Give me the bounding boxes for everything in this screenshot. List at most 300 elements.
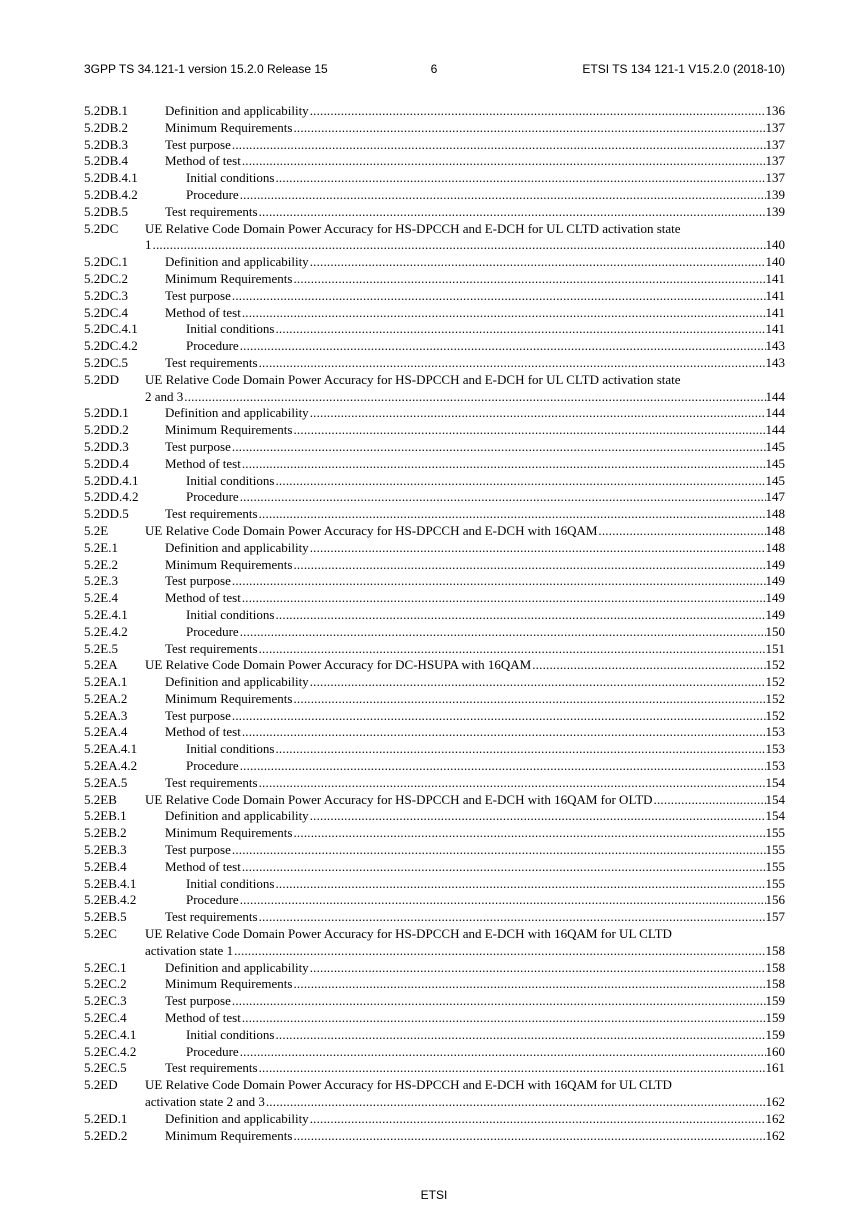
toc-entry-page: 144: [765, 405, 785, 421]
toc-entry-title: Procedure: [186, 186, 239, 202]
toc-entry-page: 145: [765, 455, 785, 471]
toc-entry-page: 153: [765, 724, 785, 740]
toc-entry[interactable]: [84, 456, 785, 473]
toc-entry-page: 151: [765, 640, 785, 656]
toc-leader-dots: [259, 909, 766, 926]
toc-entry[interactable]: [84, 993, 785, 1010]
toc-entry-title: Method of test: [165, 858, 241, 874]
toc-entry-page: 137: [765, 119, 785, 135]
toc-entry-title: Initial conditions: [186, 741, 275, 757]
toc-entry[interactable]: [84, 892, 785, 909]
toc-entry-title: Test purpose: [165, 287, 231, 303]
toc-entry-title: activation state 2 and 3: [145, 1094, 265, 1110]
toc-entry-title: Definition and applicability: [165, 1110, 309, 1126]
toc-entry-page: 155: [765, 875, 785, 891]
toc-leader-dots: [242, 305, 766, 322]
toc-leader-dots: [310, 1111, 766, 1128]
toc-entry[interactable]: [84, 1111, 785, 1128]
toc-entry-page: 144: [765, 422, 785, 438]
toc-entry[interactable]: [84, 439, 785, 456]
toc-entry-number: 5.2ED.2: [84, 1127, 128, 1143]
toc-entry-title: Definition and applicability: [165, 254, 309, 270]
toc-entry-number: 5.2EC: [84, 926, 117, 942]
toc-entry-number: 5.2DC.4.1: [84, 321, 138, 337]
toc-entry-page: 141: [765, 270, 785, 286]
toc-leader-dots: [275, 170, 765, 187]
toc-leader-dots: [232, 993, 766, 1010]
toc-leader-dots: [240, 187, 766, 204]
toc-entry-number: 5.2DB.3: [84, 136, 129, 152]
toc-entry[interactable]: [84, 926, 785, 960]
toc-leader-dots: [242, 1010, 766, 1027]
toc-entry-page: 149: [765, 606, 785, 622]
toc-leader-dots: [240, 1044, 766, 1061]
toc-leader-dots: [310, 254, 766, 271]
toc-leader-dots: [293, 557, 765, 574]
toc-entry-title: Test purpose: [165, 993, 231, 1009]
toc-leader-dots: [266, 1094, 766, 1111]
toc-entry[interactable]: [84, 137, 785, 154]
toc-entry[interactable]: [84, 573, 785, 590]
toc-leader-dots: [259, 1060, 766, 1077]
toc-leader-dots: [259, 506, 766, 523]
toc-entry-title: UE Relative Code Domain Power Accuracy for HS-DPCCH and E-DCH for UL CLTD activation state: [145, 371, 681, 387]
toc-leader-dots: [259, 355, 766, 372]
toc-entry-title: Minimum Requirements: [165, 422, 293, 438]
toc-entry-number: 5.2DC.1: [84, 254, 129, 270]
toc-entry-number: 5.2DB.5: [84, 203, 129, 219]
toc-entry-page: 155: [765, 842, 785, 858]
toc-entry-number: 5.2EA.3: [84, 707, 128, 723]
toc-entry-title: Method of test: [165, 153, 241, 169]
toc-leader-dots: [259, 204, 766, 221]
toc-entry[interactable]: [84, 372, 785, 406]
toc-entry-page: 158: [765, 942, 785, 958]
toc-entry-title: UE Relative Code Domain Power Accuracy for HS-DPCCH and E-DCH with 16QAM for OLTD: [145, 791, 653, 807]
toc-entry-number: 5.2EC.4.1: [84, 1026, 137, 1042]
toc-leader-dots: [242, 724, 766, 741]
toc-entry-number: 5.2E.2: [84, 556, 118, 572]
toc-leader-dots: [242, 859, 766, 876]
toc-entry-number: 5.2DC.3: [84, 287, 129, 303]
toc-entry-page: 152: [765, 674, 785, 690]
page-header: [0, 62, 868, 78]
toc-leader-dots: [259, 775, 766, 792]
toc-entry[interactable]: [84, 489, 785, 506]
toc-entry-page: 137: [765, 153, 785, 169]
toc-entry-page: 159: [765, 1026, 785, 1042]
toc-entry-title: Minimum Requirements: [165, 690, 293, 706]
toc-entry-number: 5.2DB.4: [84, 153, 129, 169]
toc-entry[interactable]: [84, 254, 785, 271]
toc-entry-page: 158: [765, 959, 785, 975]
toc-leader-dots: [240, 624, 766, 641]
toc-entry[interactable]: [84, 607, 785, 624]
toc-entry-page: 153: [765, 758, 785, 774]
toc-entry-page: 157: [765, 909, 785, 925]
toc-entry[interactable]: [84, 842, 785, 859]
toc-entry-page: 161: [765, 1060, 785, 1076]
toc-entry-page: 149: [765, 556, 785, 572]
toc-entry[interactable]: [84, 153, 785, 170]
toc-entry-number: 5.2EB: [84, 791, 117, 807]
toc-entry-number: 5.2DC.2: [84, 270, 129, 286]
toc-entry-number: 5.2DD.1: [84, 405, 129, 421]
toc-entry-title: UE Relative Code Domain Power Accuracy for HS-DPCCH and E-DCH with 16QAM for UL CLTD: [145, 1077, 672, 1093]
toc-entry-page: 136: [765, 103, 785, 118]
toc-leader-dots: [234, 943, 765, 960]
toc-entry-page: 149: [765, 590, 785, 606]
toc-entry-title: Minimum Requirements: [165, 270, 293, 286]
toc-entry-title: Test requirements: [165, 1060, 258, 1076]
toc-entry-page: 143: [765, 338, 785, 354]
toc-entry-title: Definition and applicability: [165, 103, 309, 118]
toc-entry-page: 145: [765, 438, 785, 454]
toc-entry[interactable]: [84, 557, 785, 574]
toc-entry-page: 139: [765, 203, 785, 219]
toc-entry[interactable]: [84, 960, 785, 977]
toc-entry-number: 5.2E.1: [84, 539, 118, 555]
toc-leader-dots: [275, 741, 765, 758]
toc-entry-number: 5.2EA.5: [84, 774, 128, 790]
toc-entry-title: Initial conditions: [186, 321, 275, 337]
toc-entry-page: 162: [765, 1094, 785, 1110]
toc-entry-page: 155: [765, 825, 785, 841]
toc-entry[interactable]: [84, 976, 785, 993]
toc-entry-page: 143: [765, 354, 785, 370]
toc-leader-dots: [310, 960, 766, 977]
toc-leader-dots: [598, 523, 765, 540]
toc-entry-number: 5.2E.4: [84, 590, 118, 606]
toc-entry[interactable]: [84, 758, 785, 775]
toc-entry-number: 5.2EA.1: [84, 674, 128, 690]
toc-entry-number: 5.2E.3: [84, 573, 118, 589]
toc-entry-page: 162: [765, 1127, 785, 1143]
toc-entry-title: Minimum Requirements: [165, 825, 293, 841]
toc-entry-number: 5.2DC: [84, 220, 119, 236]
toc-leader-dots: [310, 808, 766, 825]
toc-entry[interactable]: [84, 355, 785, 372]
toc-entry[interactable]: [84, 170, 785, 187]
toc-entry[interactable]: [84, 808, 785, 825]
toc-entry-title: Test purpose: [165, 573, 231, 589]
toc-entry-number: 5.2EC.2: [84, 976, 127, 992]
toc-entry-number: 5.2DD.3: [84, 438, 129, 454]
toc-entry-title: activation state 1: [145, 942, 234, 958]
toc-entry-title: 1: [145, 237, 152, 253]
toc-entry-title: Minimum Requirements: [165, 119, 293, 135]
toc-entry-page: 139: [765, 186, 785, 202]
toc-entry-title: UE Relative Code Domain Power Accuracy for HS-DPCCH and E-DCH with 16QAM: [145, 522, 598, 538]
toc-entry-number: 5.2EA.4.1: [84, 741, 138, 757]
toc-entry-number: 5.2E.4.1: [84, 606, 128, 622]
header-etsi-id: ETSI TS 134 121-1 V15.2.0 (2018-10): [582, 62, 785, 76]
toc-entry-page: 141: [765, 287, 785, 303]
toc-entry-number: 5.2E.5: [84, 640, 118, 656]
toc-entry-number: 5.2EB.1: [84, 808, 127, 824]
toc-entry[interactable]: [84, 204, 785, 221]
toc-entry-number: 5.2EB.5: [84, 909, 127, 925]
toc-entry-title: 2 and 3: [145, 388, 184, 404]
toc-entry-number: 5.2ED: [84, 1077, 118, 1093]
toc-entry-page: 152: [765, 707, 785, 723]
toc-entry-page: 154: [765, 774, 785, 790]
header-page-number: 6: [430, 62, 438, 76]
toc-entry[interactable]: [84, 724, 785, 741]
toc-entry-title: Method of test: [165, 590, 241, 606]
toc-entry[interactable]: [84, 1044, 785, 1061]
toc-leader-dots: [293, 825, 765, 842]
toc-entry-title: Method of test: [165, 724, 241, 740]
toc-leader-dots: [232, 842, 766, 859]
toc-leader-dots: [259, 641, 766, 658]
toc-entry-title: Definition and applicability: [165, 674, 309, 690]
toc-entry-title: Definition and applicability: [165, 405, 309, 421]
toc-entry[interactable]: [84, 1010, 785, 1027]
toc-entry-title: Initial conditions: [186, 1026, 275, 1042]
toc-entry[interactable]: [84, 221, 785, 255]
toc-entry-title: Test purpose: [165, 707, 231, 723]
toc-leader-dots: [310, 103, 766, 120]
toc-leader-dots: [293, 271, 765, 288]
toc-entry-title: Minimum Requirements: [165, 976, 293, 992]
toc-entry-number: 5.2DD.5: [84, 506, 129, 522]
toc-entry[interactable]: [84, 792, 785, 809]
toc-leader-dots: [532, 657, 765, 674]
toc-entry-title: Test requirements: [165, 640, 258, 656]
toc-entry-number: 5.2EB.2: [84, 825, 127, 841]
toc-entry-title: Definition and applicability: [165, 539, 309, 555]
toc-entry-page: 155: [765, 858, 785, 874]
toc-leader-dots: [310, 674, 766, 691]
toc-leader-dots: [232, 439, 766, 456]
toc-entry[interactable]: [84, 1128, 785, 1145]
page-footer: ETSI: [420, 1188, 448, 1202]
toc-entry-title: Test requirements: [165, 506, 258, 522]
toc-leader-dots: [232, 708, 766, 725]
toc-entry-number: 5.2E.4.2: [84, 623, 128, 639]
toc-entry[interactable]: [84, 624, 785, 641]
toc-entry-title: Test requirements: [165, 774, 258, 790]
toc-entry-number: 5.2DD: [84, 371, 120, 387]
toc-leader-dots: [275, 876, 765, 893]
toc-entry-page: 162: [765, 1110, 785, 1126]
toc-leader-dots: [184, 389, 765, 406]
toc-entry-page: 159: [765, 993, 785, 1009]
toc-entry-number: 5.2DC.5: [84, 354, 129, 370]
toc-entry-title: Minimum Requirements: [165, 556, 293, 572]
toc-leader-dots: [293, 976, 765, 993]
toc-leader-dots: [242, 456, 766, 473]
toc-entry-title: Procedure: [186, 1043, 239, 1059]
toc-entry-page: 150: [765, 623, 785, 639]
toc-entry[interactable]: [84, 708, 785, 725]
toc-entry[interactable]: [84, 271, 785, 288]
toc-leader-dots: [242, 153, 766, 170]
toc-leader-dots: [232, 137, 766, 154]
toc-entry-title: Procedure: [186, 892, 239, 908]
toc-entry-number: 5.2DD.4.1: [84, 472, 139, 488]
toc-entry-title: Initial conditions: [186, 875, 275, 891]
toc-entry[interactable]: [84, 825, 785, 842]
toc-entry[interactable]: [84, 876, 785, 893]
toc-entry[interactable]: [84, 305, 785, 322]
toc-entry-page: 145: [765, 472, 785, 488]
toc-entry[interactable]: [84, 187, 785, 204]
toc-leader-dots: [232, 288, 766, 305]
toc-entry-page: 160: [765, 1043, 785, 1059]
header-spec-id: 3GPP TS 34.121-1 version 15.2.0 Release 15: [84, 62, 328, 76]
toc-leader-dots: [310, 540, 766, 557]
toc-entry-title: Initial conditions: [186, 170, 275, 186]
toc-entry-title: Test purpose: [165, 842, 231, 858]
toc-entry-title: Method of test: [165, 1010, 241, 1026]
toc-entry-number: 5.2EA: [84, 657, 118, 673]
toc-entry-number: 5.2DC.4.2: [84, 338, 138, 354]
toc-leader-dots: [153, 237, 766, 254]
toc-entry-page: 158: [765, 976, 785, 992]
toc-entry-page: 159: [765, 1010, 785, 1026]
toc-leader-dots: [654, 792, 766, 809]
toc-leader-dots: [240, 489, 766, 506]
toc-entry-page: 148: [765, 539, 785, 555]
toc-entry-number: 5.2EC.5: [84, 1060, 127, 1076]
toc-entry-number: 5.2EA.2: [84, 690, 128, 706]
toc-entry[interactable]: [84, 506, 785, 523]
toc-entry-title: Test requirements: [165, 909, 258, 925]
toc-entry-title: Definition and applicability: [165, 808, 309, 824]
toc-entry[interactable]: [84, 338, 785, 355]
toc-entry-number: 5.2EC.1: [84, 959, 127, 975]
toc-entry-page: 149: [765, 573, 785, 589]
toc-entry-page: 147: [765, 489, 785, 505]
toc-entry-number: 5.2EC.4: [84, 1010, 127, 1026]
toc-entry-title: Test purpose: [165, 438, 231, 454]
toc-entry-page: 148: [765, 522, 785, 538]
toc-entry[interactable]: [84, 741, 785, 758]
toc-entry-page: 144: [765, 388, 785, 404]
toc-entry-number: 5.2DD.4.2: [84, 489, 139, 505]
toc-entry-page: 152: [765, 690, 785, 706]
toc-entry-title: Test requirements: [165, 203, 258, 219]
toc-leader-dots: [293, 691, 765, 708]
toc-entry[interactable]: [84, 103, 785, 120]
toc-entry-title: UE Relative Code Domain Power Accuracy for HS-DPCCH and E-DCH with 16QAM for UL CLTD: [145, 926, 672, 942]
toc-entry[interactable]: [84, 288, 785, 305]
toc-entry[interactable]: [84, 1077, 785, 1111]
toc-leader-dots: [293, 422, 765, 439]
toc-entry[interactable]: [84, 691, 785, 708]
toc-leader-dots: [275, 473, 765, 490]
toc-entry-number: 5.2EB.3: [84, 842, 127, 858]
toc-entry-page: 137: [765, 170, 785, 186]
toc-entry-title: Procedure: [186, 623, 239, 639]
toc-entry[interactable]: [84, 1027, 785, 1044]
toc-leader-dots: [275, 321, 765, 338]
toc-leader-dots: [240, 338, 766, 355]
toc-entry-title: Method of test: [165, 455, 241, 471]
toc-entry-number: 5.2EB.4.2: [84, 892, 137, 908]
toc-entry-title: Test purpose: [165, 136, 231, 152]
toc-entry[interactable]: [84, 909, 785, 926]
toc-entry-title: Procedure: [186, 489, 239, 505]
toc-entry-number: 5.2E: [84, 522, 109, 538]
toc-entry-number: 5.2ED.1: [84, 1110, 128, 1126]
table-of-contents: [84, 103, 785, 1144]
toc-entry-number: 5.2EA.4.2: [84, 758, 138, 774]
toc-entry[interactable]: [84, 674, 785, 691]
toc-entry-number: 5.2EB.4: [84, 858, 127, 874]
toc-entry[interactable]: [84, 1060, 785, 1077]
toc-entry-number: 5.2DB.2: [84, 119, 129, 135]
toc-entry-title: Procedure: [186, 338, 239, 354]
toc-entry-page: 140: [765, 237, 785, 253]
toc-leader-dots: [275, 607, 765, 624]
toc-entry[interactable]: [84, 657, 785, 674]
toc-entry[interactable]: [84, 523, 785, 540]
toc-entry-number: 5.2DC.4: [84, 304, 129, 320]
toc-entry[interactable]: [84, 422, 785, 439]
toc-entry-number: 5.2DD.2: [84, 422, 129, 438]
toc-entry-number: 5.2DB.4.2: [84, 186, 138, 202]
toc-entry-title: UE Relative Code Domain Power Accuracy for DC-HSUPA with 16QAM: [145, 657, 532, 673]
toc-entry-page: 137: [765, 136, 785, 152]
toc-entry[interactable]: [84, 405, 785, 422]
toc-entry-number: 5.2EA.4: [84, 724, 128, 740]
toc-leader-dots: [293, 1128, 765, 1145]
toc-leader-dots: [310, 405, 766, 422]
toc-entry-page: 148: [765, 506, 785, 522]
toc-entry[interactable]: [84, 473, 785, 490]
toc-entry[interactable]: [84, 321, 785, 338]
toc-entry-title: Definition and applicability: [165, 959, 309, 975]
toc-entry-number: 5.2EC.3: [84, 993, 127, 1009]
toc-entry-page: 140: [765, 254, 785, 270]
toc-entry-number: 5.2DB.1: [84, 103, 129, 118]
toc-entry-page: 154: [765, 791, 785, 807]
toc-leader-dots: [240, 892, 766, 909]
toc-entry-title: Test requirements: [165, 354, 258, 370]
toc-entry-page: 154: [765, 808, 785, 824]
toc-entry[interactable]: [84, 775, 785, 792]
toc-entry-number: 5.2DB.4.1: [84, 170, 138, 186]
toc-entry-title: Procedure: [186, 758, 239, 774]
toc-entry-title: Initial conditions: [186, 606, 275, 622]
toc-entry-title: UE Relative Code Domain Power Accuracy for HS-DPCCH and E-DCH for UL CLTD activation state: [145, 220, 681, 236]
toc-entry-number: 5.2EC.4.2: [84, 1043, 137, 1059]
toc-leader-dots: [293, 120, 765, 137]
toc-entry-page: 141: [765, 304, 785, 320]
toc-entry-page: 153: [765, 741, 785, 757]
toc-leader-dots: [275, 1027, 765, 1044]
toc-entry[interactable]: [84, 859, 785, 876]
toc-entry[interactable]: [84, 540, 785, 557]
toc-entry[interactable]: [84, 590, 785, 607]
toc-entry[interactable]: [84, 120, 785, 137]
toc-entry[interactable]: [84, 641, 785, 658]
toc-entry-title: Method of test: [165, 304, 241, 320]
toc-entry-title: Initial conditions: [186, 472, 275, 488]
toc-leader-dots: [232, 573, 766, 590]
toc-leader-dots: [240, 758, 766, 775]
toc-entry-number: 5.2EB.4.1: [84, 875, 137, 891]
toc-entry-page: 141: [765, 321, 785, 337]
toc-leader-dots: [242, 590, 766, 607]
toc-entry-page: 152: [765, 657, 785, 673]
toc-entry-title: Minimum Requirements: [165, 1127, 293, 1143]
toc-entry-page: 156: [765, 892, 785, 908]
toc-entry-number: 5.2DD.4: [84, 455, 129, 471]
